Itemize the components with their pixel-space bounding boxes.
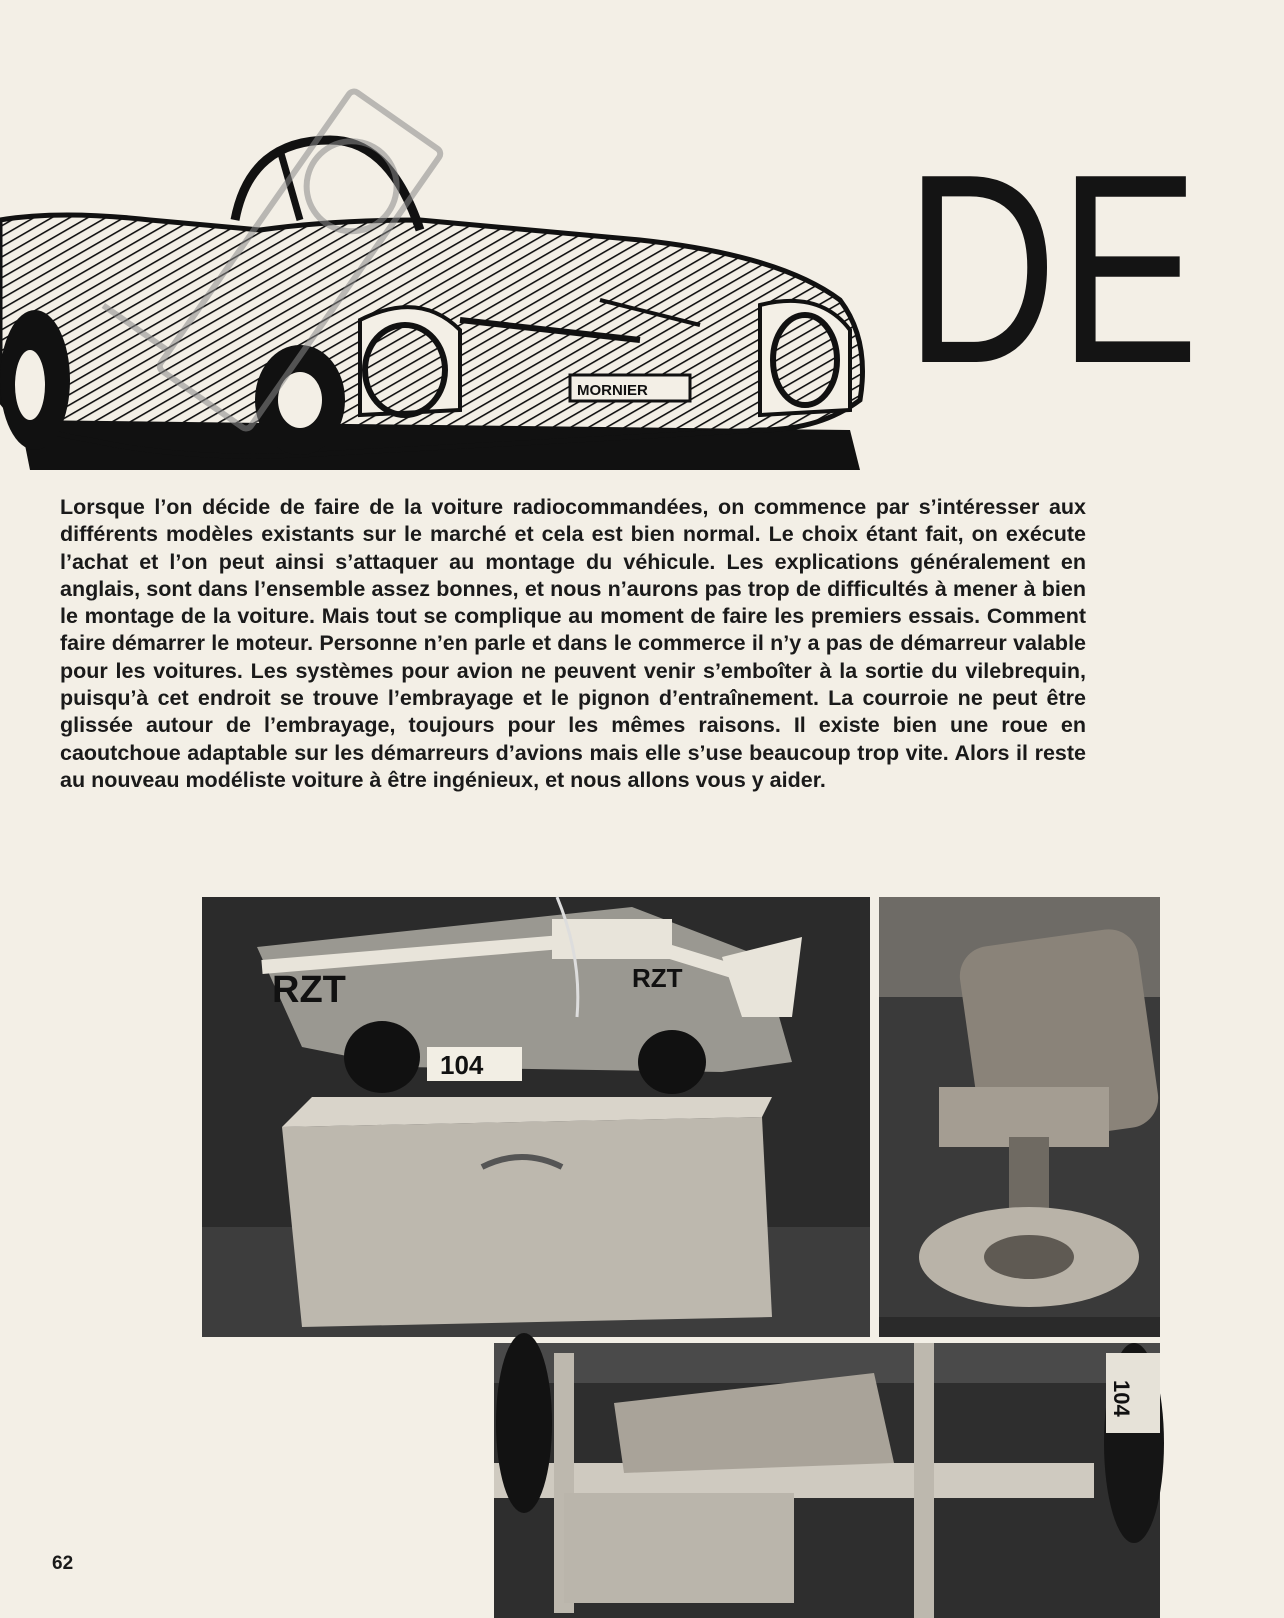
car-side-label: RZT (272, 969, 346, 1011)
photo-starter-frame-detail (494, 1343, 1160, 1618)
car-nose-label: RZT (632, 963, 683, 993)
detail-number-label: 104 (1109, 1380, 1134, 1417)
intro-text: Lorsque l’on décide de faire de la voiture radiocommandées, on commence par s’intéresser aux différents modèles existants sur le marché et cela est bien normal. Le choix étant fait, on exécute l’achat et l’on peut ainsi s’attaquer au montage du véhicule. Les explications généralement en anglais, sont dans l’ensemble assez bonnes, et nous n’aurons pas trop de difficultés à mener à bien le montage de la voiture. Mais tout se complique au moment de faire les premiers essais. Comment faire démarrer le moteur. Personne n’en parle et dans le commerce il n’y a pas de démarreur valable pour les voitures. Les systèmes pour avion ne peuvent venir s’emboîter à la sortie du vilebrequin, puisqu’à cet endroit se trouve l’embrayage et le pignon d’entraînement. La courroie ne peut être glissée autour de l’embrayage, toujours pour les mêmes raisons. Il existe bien une roue en caoutchoue adaptable sur les démarreurs d’avions mais elle s’use beaucoup trop vite. Alors il reste au nouveau modéliste voiture à être ingénieux, et nous allons vous y aider. (60, 495, 1086, 792)
intro-paragraph (60, 494, 1086, 794)
photo-car-on-starter-box (202, 897, 870, 1337)
car-decal: MORNIER (577, 382, 648, 399)
car-number-label: 104 (440, 1050, 484, 1080)
headline-text: DE (905, 119, 1201, 420)
article-headline (905, 119, 1201, 420)
page-number: 62 (52, 1553, 74, 1574)
photo-starter-motor (879, 897, 1160, 1337)
watermark-stamp (90, 95, 510, 425)
